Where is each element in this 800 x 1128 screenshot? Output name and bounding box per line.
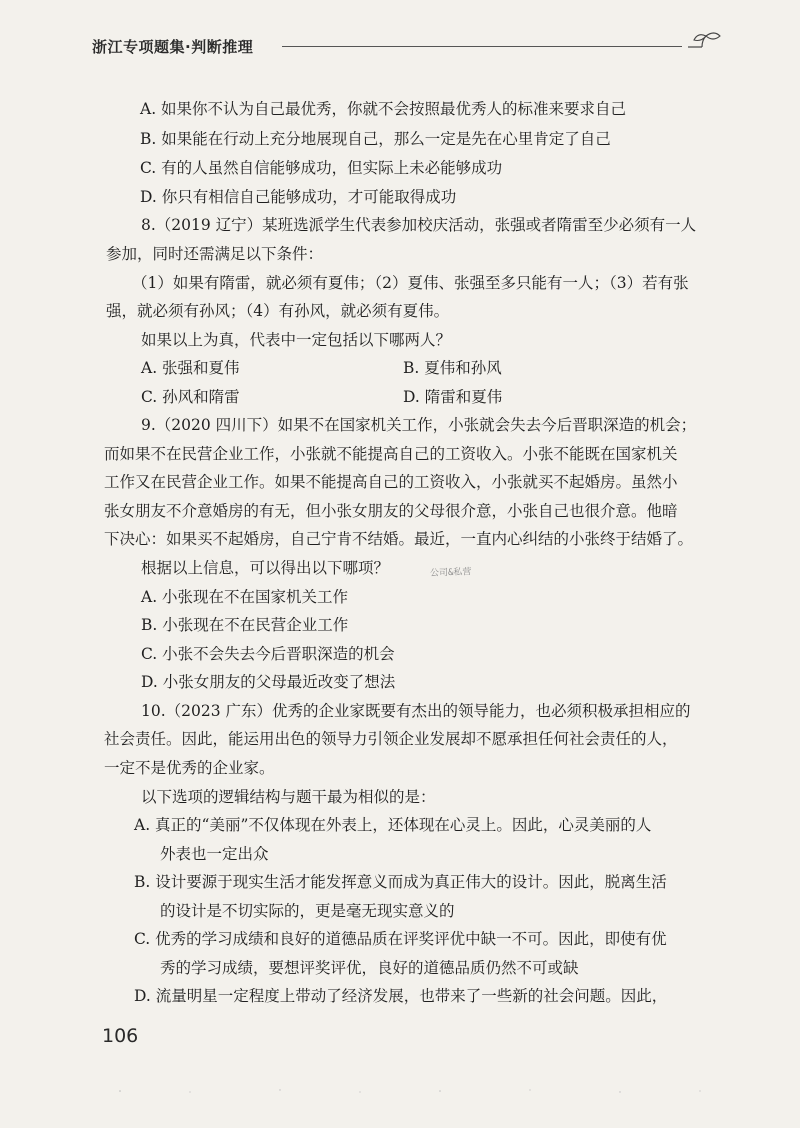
q9-stem-line-2: 而如果不在民营企业工作，小张就不能提高自己的工资收入。小张不能既在国家机关 xyxy=(104,445,678,463)
running-header xyxy=(92,30,732,66)
q10-option-c-line-1: C. 优秀的学习成绩和良好的道德品质在评奖评优中缺一不可。因此，即使有优 xyxy=(134,930,667,948)
q8-option-c: C. 孙风和隋雷 xyxy=(141,388,240,406)
q10-question: 以下选项的逻辑结构与题干最为相似的是： xyxy=(141,788,436,806)
q8-condition-line-2: 强，就必须有孙风；（4）有孙风，就必须有夏伟。 xyxy=(106,302,450,320)
handwritten-note: 公司&私营 xyxy=(429,567,472,579)
q7-option-c: C. 有的人虽然自信能够成功，但实际上未必能够成功 xyxy=(140,159,503,177)
header-rule xyxy=(282,46,682,47)
q8-option-b: B. 夏伟和孙风 xyxy=(403,359,502,377)
q10-option-b-line-1: B. 设计要源于现实生活才能发挥意义而成为真正伟大的设计。因此，脱离生活 xyxy=(134,873,667,891)
q10-option-a-line-2: 外表也一定出众 xyxy=(160,845,269,863)
q9-option-d: D. 小张女朋友的父母最近改变了想法 xyxy=(141,673,396,691)
q9-stem-line-1: 9.（2020 四川下）如果不在国家机关工作，小张就会失去今后晋职深造的机会； xyxy=(141,416,697,434)
page-number: 106 xyxy=(102,1025,139,1047)
q8-option-d: D. 隋雷和夏伟 xyxy=(403,388,503,406)
q8-stem-line-2: 参加，同时还需满足以下条件： xyxy=(106,245,324,263)
q10-option-d-line-1: D. 流量明星一定程度上带动了经济发展，也带来了一些新的社会问题。因此， xyxy=(134,987,668,1005)
header-title: 浙江专项题集·判断推理 xyxy=(92,38,254,56)
q10-option-b-line-2: 的设计是不切实际的，更是毫无现实意义的 xyxy=(160,902,455,920)
q9-stem-line-4: 张女朋友不介意婚房的有无，但小张女朋友的父母很介意，小张自己也很介意。他暗 xyxy=(104,502,678,520)
scan-specks xyxy=(100,1086,720,1096)
q9-option-b: B. 小张现在不在民营企业工作 xyxy=(141,616,349,634)
q7-option-a: A. 如果你不认为自己最优秀，你就不会按照最优秀人的标准来要求自己 xyxy=(140,100,627,118)
q9-stem-line-3: 工作又在民营企业工作。如果不能提高自己的工资收入，小张就买不起婚房。虽然小 xyxy=(104,473,678,491)
q10-option-c-line-2: 秀的学习成绩，要想评奖评优，良好的道德品质仍然不可或缺 xyxy=(160,959,579,977)
q9-stem-line-5: 下决心：如果买不起婚房，自己宁肯不结婚。最近，一直内心纠结的小张终于结婚了。 xyxy=(104,530,694,548)
q8-question: 如果以上为真，代表中一定包括以下哪两人？ xyxy=(141,331,452,349)
q8-stem-line-1: 8.（2019 辽宁）某班选派学生代表参加校庆活动，张强或者隋雷至少必须有一人 xyxy=(141,216,697,234)
q10-stem-line-3: 一定不是优秀的企业家。 xyxy=(104,759,275,777)
q9-option-c: C. 小张不会失去今后晋职深造的机会 xyxy=(141,645,395,663)
q10-stem-line-2: 社会责任。因此，能运用出色的领导力引领企业发展却不愿承担任何社会责任的人， xyxy=(104,730,678,748)
q9-option-a: A. 小张现在不在国家机关工作 xyxy=(141,588,349,606)
q10-stem-line-1: 10.（2023 广东）优秀的企业家既要有杰出的领导能力，也必须积极承担相应的 xyxy=(141,702,691,720)
q9-question: 根据以上信息，可以得出以下哪项？ xyxy=(141,559,390,577)
q8-option-a: A. 张强和夏伟 xyxy=(141,359,240,377)
q8-condition-line-1: （1）如果有隋雷，就必须有夏伟；（2）夏伟、张强至多只能有一人；（3）若有张 xyxy=(132,274,689,292)
sprout-icon xyxy=(684,30,724,64)
q7-option-d: D. 你只有相信自己能够成功，才可能取得成功 xyxy=(140,188,457,206)
q10-option-a-line-1: A. 真正的“美丽”不仅体现在外表上，还体现在心灵上。因此，心灵美丽的人 xyxy=(134,816,652,834)
q7-option-b: B. 如果能在行动上充分地展现自己，那么一定是先在心里肯定了自己 xyxy=(140,130,611,148)
